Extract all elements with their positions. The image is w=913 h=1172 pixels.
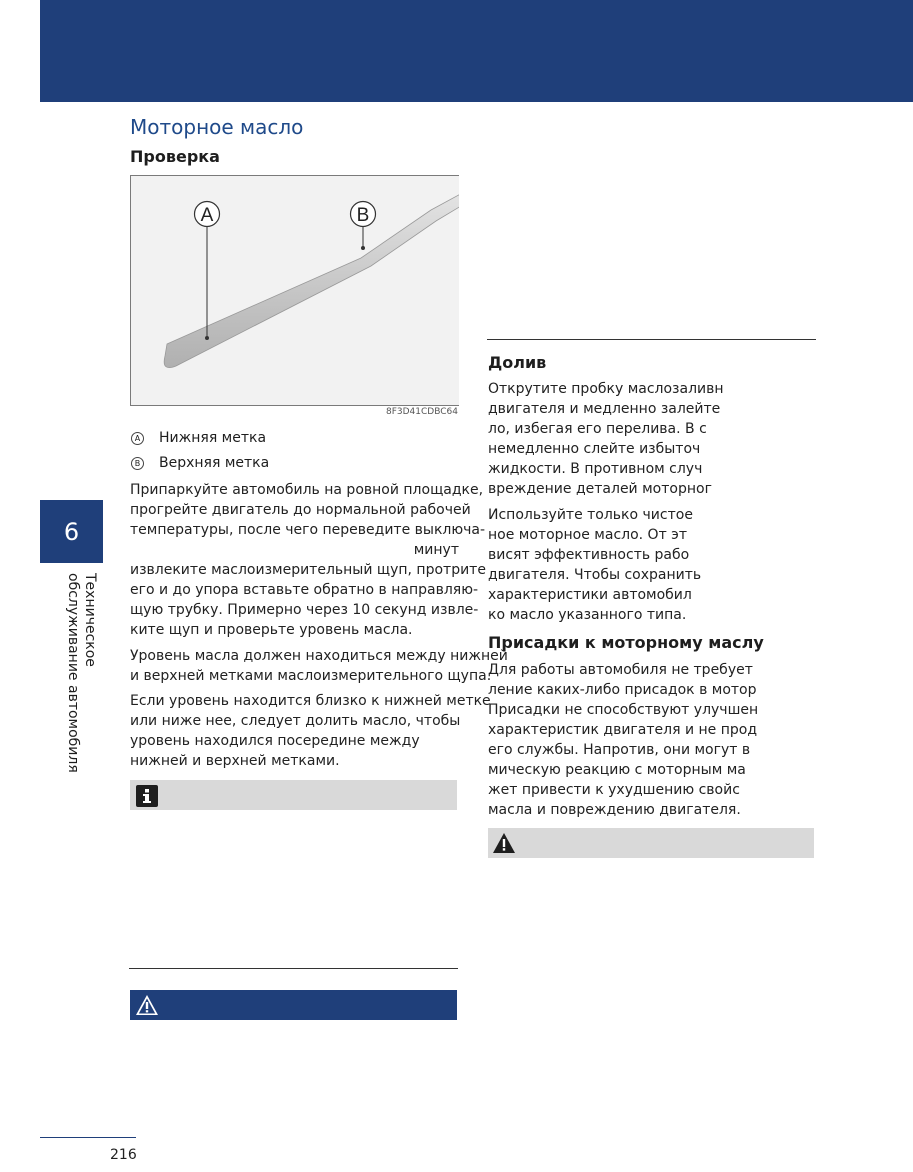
chapter-label bbox=[60, 573, 100, 773]
warning-icon bbox=[492, 832, 516, 854]
right-paragraph-3: Для работы автомобиля не требует ление каких-либо присадок в мотор Присадки не способствуют улучшен характеристик двигателя и не прод его службы. Напротив, они могут в мическую реакцию с моторным ма жет привести к ухудшению свойс масла и повреждению двигателя. bbox=[488, 662, 759, 818]
header-bar bbox=[40, 0, 913, 102]
info-icon bbox=[136, 785, 158, 807]
legend-marker-a: A bbox=[131, 432, 144, 445]
legend-marker-b: B bbox=[131, 457, 144, 470]
info-note-bar bbox=[130, 780, 457, 810]
legend-text-lower: Нижняя метка bbox=[159, 430, 267, 446]
chapter-number: 6 bbox=[63, 517, 80, 546]
marker-a: A bbox=[200, 205, 214, 226]
left-paragraph-2: Уровень масла должен находиться между нижней и верхней метками маслоизмерительного щупа. bbox=[130, 648, 508, 684]
left-paragraph-3: Если уровень находится близко к нижней метке или ниже нее, следует долить масло, чтобы уровень находился посередине между нижней и верхней метками. bbox=[130, 693, 491, 769]
left-divider bbox=[129, 968, 458, 969]
warning-bar-gray bbox=[488, 828, 814, 858]
heading-additives: Присадки к моторному маслу bbox=[488, 633, 764, 652]
right-divider bbox=[487, 339, 816, 340]
warning-bar-blue bbox=[130, 990, 457, 1020]
right-paragraph-2: Используйте только чистое ное моторное масло. От эт висят эффективность рабо двигателя. Чтобы сохранить характеристики автомобил ко масло указанного типа. bbox=[488, 507, 702, 623]
footer-line bbox=[40, 1137, 136, 1138]
legend-item-lower bbox=[131, 430, 266, 446]
dipstick-figure bbox=[130, 175, 459, 406]
legend-item-upper bbox=[131, 455, 269, 471]
warning-icon bbox=[135, 994, 159, 1016]
chapter-tab[interactable] bbox=[40, 500, 103, 563]
figure-code: 8F3D41CDBC64 bbox=[386, 407, 458, 417]
marker-b: B bbox=[356, 205, 370, 226]
section-title: Моторное масло bbox=[130, 115, 304, 139]
page-number: 216 bbox=[110, 1147, 137, 1163]
left-paragraph-1: Припаркуйте автомобиль на ровной площадке, прогрейте двигатель до нормальной рабочей температуры, после чего переведите выключа- минут извлеките маслоизмерительный щуп, протрите его и до упора вставьте обратно в направляю- щую трубку. Примерно через 10 секунд извле- ките щуп и проверьте уровень масла. bbox=[130, 482, 486, 638]
chapter-label-line2: обслуживание автомобиля bbox=[65, 573, 81, 773]
chapter-label-line1: Техническое bbox=[82, 573, 98, 667]
right-paragraph-1: Открутите пробку маслозаливн двигателя и медленно залейте ло, избегая его перелива. В с немедленно слейте избыточ жидкости. В противном случ вреждение деталей моторног bbox=[488, 381, 724, 497]
heading-check: Проверка bbox=[130, 147, 220, 166]
dipstick-illustration bbox=[131, 176, 459, 406]
legend-text-upper: Верхняя метка bbox=[159, 455, 270, 471]
heading-topup: Долив bbox=[488, 353, 547, 372]
